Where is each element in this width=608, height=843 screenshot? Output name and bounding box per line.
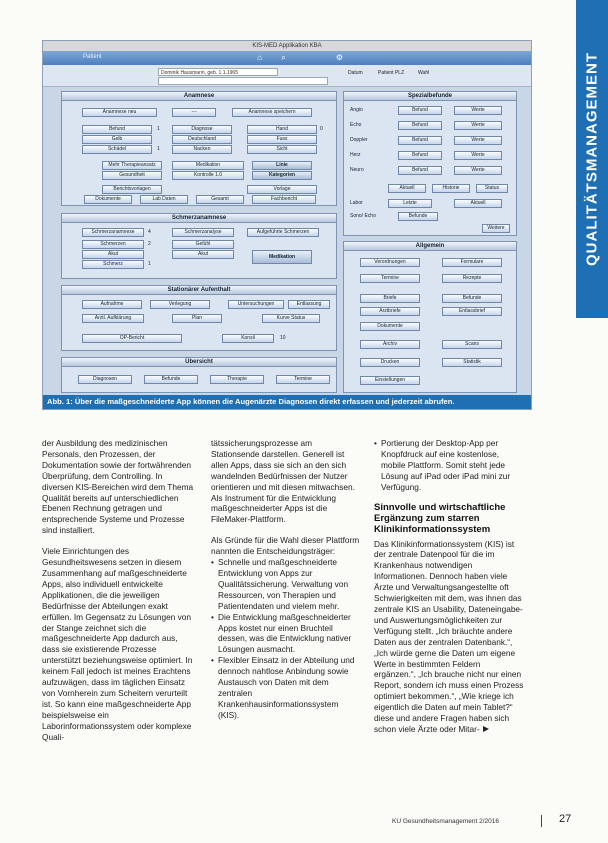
scans-button[interactable]: Scans <box>442 340 502 349</box>
col2-paragraph-2: Als Gründe für die Wahl dieser Plattform nannten die Entscheidungsträger: <box>211 535 360 557</box>
status-pane <box>61 285 337 351</box>
sono-befunde-button[interactable]: Befunde <box>398 212 438 221</box>
uebersicht-pane <box>61 357 337 393</box>
uebersicht-therapie-button[interactable]: Therapie <box>210 375 264 384</box>
schmerz-count-2: 2 <box>148 241 151 247</box>
gelb-button[interactable]: Gelb <box>82 135 152 144</box>
anamnese-title: Anamnese <box>62 92 336 101</box>
termine-button[interactable]: Termine <box>360 274 420 283</box>
allgemein-title: Allgemein <box>344 242 516 251</box>
akut-button-1[interactable]: Akut <box>82 250 144 259</box>
sicht-button[interactable]: Sicht <box>247 145 317 154</box>
schmerz-count-3: 1 <box>148 261 151 267</box>
neuro-werte-button[interactable]: Werte <box>454 166 502 175</box>
app-window-title: KIS-MED Applikation KBA <box>43 41 531 51</box>
op-bericht-button[interactable]: OP-Bericht <box>82 334 182 343</box>
article-column-2 <box>211 438 361 721</box>
uebersicht-diagnosen-button[interactable]: Diagnosen <box>78 375 132 384</box>
gefuehl-button[interactable]: Gefühl <box>172 240 234 249</box>
aktuell-button[interactable]: Aktuell <box>388 184 426 193</box>
echo-befund-button[interactable]: Befund <box>398 121 442 130</box>
top-link-plz[interactable]: Patient PLZ <box>378 70 405 76</box>
dokumente-button[interactable]: Dokumente <box>84 195 132 204</box>
kontrolle-button[interactable]: Kontrolle 1.0 <box>172 171 244 180</box>
echo-werte-button[interactable]: Werte <box>454 121 502 130</box>
herz-befund-button[interactable]: Befund <box>398 151 442 160</box>
untersuchungen-button[interactable]: Untersuchungen <box>228 300 284 309</box>
count-badge-2: 1 <box>157 146 160 152</box>
toolbar-label: Patient <box>83 54 102 60</box>
vorlage-button[interactable]: Vorlage <box>247 185 317 194</box>
archiv-button[interactable]: Archiv <box>360 340 420 349</box>
fuss-button[interactable]: Fuss <box>247 135 317 144</box>
uebersicht-title: Übersicht <box>62 358 336 367</box>
deutschland-button[interactable]: Deutschland <box>172 135 232 144</box>
anamnese-save-button[interactable]: Anamnese speichern <box>232 108 312 117</box>
schmerz-pane <box>61 213 337 279</box>
schmerz-medikation-button[interactable]: Medikation <box>252 250 312 264</box>
spezial-row-doppler: Doppler <box>350 137 368 143</box>
section-heading: Sinnvolle und wirtschaftliche Ergänzung zum starren Klinikinformationssystem <box>374 501 506 535</box>
col1-paragraph-1: der Ausbildung des medizinischen Personals, den Prozessen, der Dokumentation sowie der fortwährenden Überprüfung, dem Controlling. In diversen KIS-Bereichen wird dem Thema Qualität bereits auf unterschiedlichen Ebenen Rechnung getragen und entsprechende Systeme und Prozesse sind installiert. <box>42 438 194 536</box>
labor-label: Labor <box>350 200 363 206</box>
schmerz-anamnese-button[interactable]: Schmerzanamnese <box>82 228 144 237</box>
col2-reasons-list <box>211 557 361 721</box>
patient-detail-field[interactable] <box>158 77 328 85</box>
spezial-title: Spezialbefunde <box>344 92 516 101</box>
verlegung-button[interactable]: Verlegung <box>150 300 210 309</box>
schmerz-analyse-button[interactable]: Schmerzanalyse <box>172 228 234 237</box>
section-tab <box>576 0 608 318</box>
fachbericht-button[interactable]: Fachbericht <box>252 195 316 204</box>
labor-aktuell-button[interactable]: Aktuell <box>454 199 502 208</box>
col3-body-text: Das Klinikinformationssystem (KIS) ist der zentrale Datenpool für die im Krankenhaus notwendigen Informationen. Dennoch haben viele Ärzte und Verwaltungsangestellte oft Schwierigkeiten mit dem, was ihnen das zentrale KIS an Usability, Dateneingabe- und Auswertungsmöglichkeiten zur Verfügung stellt. „Ich bräuchte andere Daten aus der zentralen Datenbank.“, „Ich würde gerne die Daten um eigene Werte in bestimmten Feldern ergänzen.“, „Ich brauche nicht nur einen Report, sondern ich muss einen Prozess optimiert bekommen.“, „Wie kriege ich eigentlich die Daten auf mein Tablet?“ diese und andere Fragen haben sich schon viele Ärzte oder Mitar- <box>374 538 524 734</box>
drucken-button[interactable]: Drucken <box>360 358 420 367</box>
befund-button[interactable]: Befund <box>82 125 152 134</box>
schmerz-list-button[interactable]: Schmerzen <box>82 240 144 249</box>
weitere-button[interactable]: Weitere <box>482 224 510 233</box>
angio-werte-button[interactable]: Werte <box>454 106 502 115</box>
spezial-pane <box>343 91 517 236</box>
allgemein-befunde-button[interactable]: Befunde <box>442 294 502 303</box>
verordnungen-button[interactable]: Verordnungen <box>360 258 420 267</box>
schmerzen-button[interactable]: Aufgeführte Schmerzen <box>247 228 319 237</box>
schmerz-count-1: 4 <box>148 229 151 235</box>
schmerz-button[interactable]: Schmerz <box>82 260 144 269</box>
patient-search-field[interactable]: Dominik Hausmann, geb. 1.1.1965 <box>158 68 278 76</box>
list-item: • Portierung der Desktop-App per Knopfdruck auf eine kostenlose, mobile Plattform. Somit steht jede Lösung auf iPad oder iPad mini zur Verfügung. <box>374 438 524 493</box>
settings-icon[interactable]: ⚙ <box>335 53 344 62</box>
arztbriefe-button[interactable]: Arztbriefe <box>360 307 420 316</box>
app-toolbar <box>43 51 531 65</box>
entlassung-button[interactable]: Entlassung <box>288 300 330 309</box>
anamnese-placeholder[interactable]: --- <box>172 108 216 117</box>
status-title: Stationärer Aufenthalt <box>62 286 336 295</box>
akut-button-2[interactable]: Akut <box>172 250 234 259</box>
search-icon[interactable]: ⌕ <box>281 53 286 62</box>
footer-source: KU Gesundheitsmanagement 2/2016 <box>392 818 499 825</box>
angio-befund-button[interactable]: Befund <box>398 106 442 115</box>
continue-arrow-icon <box>483 726 489 732</box>
medikation-button[interactable]: Medikation <box>172 161 244 170</box>
kurve-status-button[interactable]: Kurve Status <box>262 314 320 323</box>
col3-paragraph <box>374 539 524 735</box>
anamnese-new-button[interactable]: Anamnese neu <box>82 108 157 117</box>
kategorien-button[interactable]: Kategorien <box>252 171 312 180</box>
sono-label: Sono/ Echo <box>350 213 376 219</box>
rezepte-button[interactable]: Rezepte <box>442 274 502 283</box>
statistik-button[interactable]: Statistik <box>442 358 502 367</box>
figure-caption: Abb. 1: Über die maßgeschneiderte App können die Augenärzte Diagnosen direkt erfassen und jederzeit abrufen. <box>43 395 532 409</box>
linie-button[interactable]: Linie <box>252 161 312 170</box>
aufnahme-button[interactable]: Aufnahme <box>82 300 142 309</box>
list-item: • Schnelle und maßgeschneiderte Entwicklung von Apps zur Qualitätssicherung. Verwaltung von Ressourcen, von Therapien und Patientendaten und vielem mehr. <box>211 557 361 612</box>
labor-letzte-button[interactable]: Letzte <box>388 199 432 208</box>
spezial-row-herz: Herz <box>350 152 361 158</box>
uebersicht-befunde-button[interactable]: Befunde <box>144 375 198 384</box>
col3-list <box>374 438 524 493</box>
patient-bar <box>43 65 532 87</box>
count-badge-3: 0 <box>320 126 323 132</box>
nacken-button[interactable]: Nacken <box>172 145 232 154</box>
schmerz-title: Schmerzanamnese <box>62 214 336 223</box>
aufklaerung-button[interactable]: Ärztl. Aufklärung <box>82 314 144 323</box>
article-column-1 <box>42 438 194 752</box>
uebersicht-termine-button[interactable]: Termine <box>276 375 330 384</box>
count-badge-1: 1 <box>157 126 160 132</box>
section-tab-label: QUALITÄTSMANAGEMENT <box>583 52 601 266</box>
konsil-count: 10 <box>280 335 286 341</box>
historie-button[interactable]: Historie <box>432 184 470 193</box>
col1-paragraph-2: Viele Einrichtungen des Gesundheitswesens setzen in diesem Zusammenhang auf maßgeschneiderte Apps, also individuell entwickelte Applikationen, die die jeweiligen Bedürfnisse der Abteilungen exakt erfüllen. Im Gegensatz zu Lösungen von der Stange zeichnet sich die maßgeschneiderte App dadurch aus, dass sie existierende Prozesse unterstützt beziehungsweise optimiert. In keinem Fall jedoch ist meines Erachtens aufzuwägen, dass im täglichen Einsatz von Vornherein zum Scheitern verurteilt ist. So kann eine maßgeschneiderte App beispielsweise ein Laborinformationssystem oder komplexe Quali- <box>42 546 193 742</box>
diagnose-button[interactable]: Diagnose <box>172 125 232 134</box>
doppler-befund-button[interactable]: Befund <box>398 136 442 145</box>
home-icon[interactable]: ⌂ <box>257 53 262 62</box>
gesamt-button[interactable]: Gesamt <box>196 195 244 204</box>
col2-paragraph-1: tätssicherungsprozesse am Stationsende darstellen. Generell ist allen Apps, dass sie sich an den sich wandelnden Bedürfnissen der Nutzer orientieren und mit diesen mitwachsen. Als Instrument für die Entwicklung maßgeschneiderter Apps ist die FileMaker-Plattform. <box>211 438 355 525</box>
einstellungen-button[interactable]: Einstellungen <box>360 376 420 385</box>
entlassbrief-button[interactable]: Entlassbrief <box>442 307 502 316</box>
allgemein-pane <box>343 241 517 393</box>
status-button[interactable]: Status <box>476 184 508 193</box>
plan-button[interactable]: Plan <box>172 314 222 323</box>
top-link-date[interactable]: Datum <box>348 70 363 76</box>
formulare-button[interactable]: Formulare <box>442 258 502 267</box>
spezial-row-angio: Angio <box>350 107 363 113</box>
gesundheit-button[interactable]: Gesundheit <box>102 171 162 180</box>
neuro-befund-button[interactable]: Befund <box>398 166 442 175</box>
anamnese-pane <box>61 91 337 206</box>
top-link-choice[interactable]: Wahl <box>418 70 430 76</box>
page-number: 27 <box>559 813 572 825</box>
therapy-button[interactable]: Mehr Therapieansatz <box>102 161 162 170</box>
doppler-werte-button[interactable]: Werte <box>454 136 502 145</box>
schaedel-button[interactable]: Schädel <box>82 145 152 154</box>
app-screenshot-figure <box>42 40 532 410</box>
briefe-button[interactable]: Briefe <box>360 294 420 303</box>
hand-button[interactable]: Hand <box>247 125 317 134</box>
berichtsvorlagen-button[interactable]: Berichtsvorlagen <box>102 185 162 194</box>
list-item: • Flexibler Einsatz in der Abteilung und dennoch nahtlose Anbindung sowie Austausch von Daten mit dem zentralen Krankenhausinformationssystem (KIS). <box>211 655 361 720</box>
allgemein-dokumente-button[interactable]: Dokumente <box>360 322 420 331</box>
spezial-row-echo: Echo <box>350 122 362 128</box>
list-item: • Die Entwicklung maßgeschneiderter Apps kostet nur einen Bruchteil dessen, was die Entwicklung nativer Lösungen ausmacht. <box>211 612 361 656</box>
page-footer <box>392 815 592 829</box>
herz-werte-button[interactable]: Werte <box>454 151 502 160</box>
article-column-3 <box>374 438 524 745</box>
labdaten-button[interactable]: Lab Daten <box>140 195 188 204</box>
konsil-button[interactable]: Konsil <box>222 334 274 343</box>
footer-divider <box>541 815 542 827</box>
spezial-row-neuro: Neuro <box>350 167 364 173</box>
